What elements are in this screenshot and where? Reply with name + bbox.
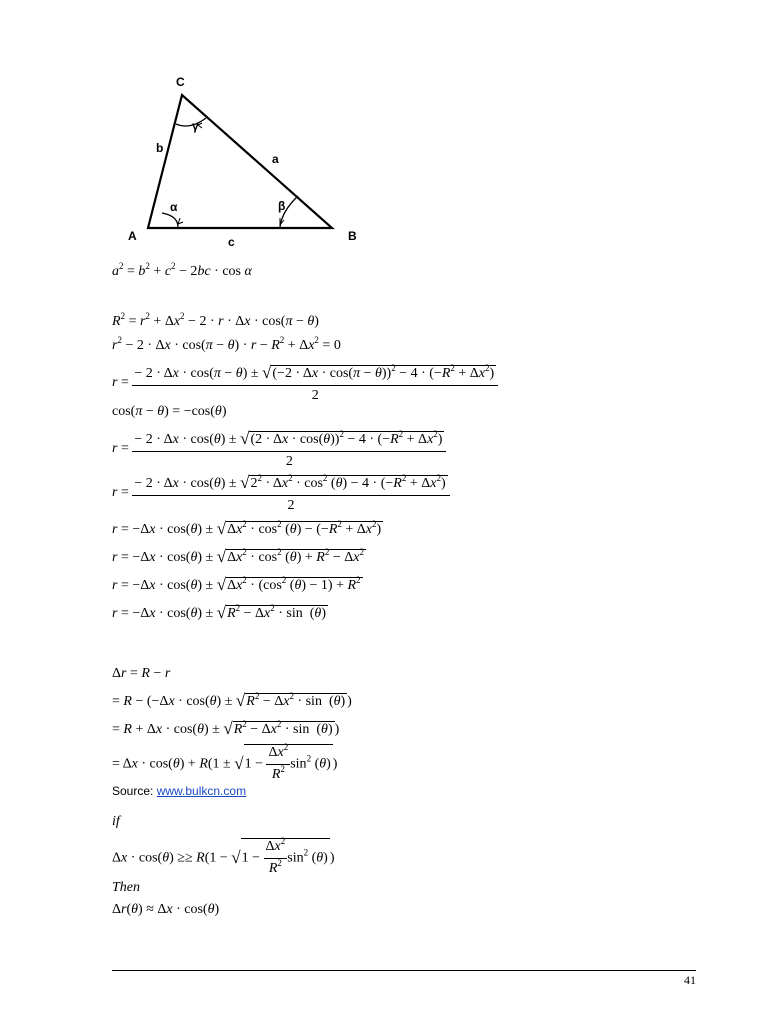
side-b-label: b (156, 141, 164, 155)
gamma-label: γ (192, 119, 199, 133)
if-label: if (112, 814, 120, 829)
eq-5: r = $\frac{- 2 \cdot \Delta x \cdot \cos(\theta) \pm √(2 \cdot \Delta x \cdot \cos(\theta))^2 - 4 \cdot (-R^2 + \Delta x^2)}{2}$ (112, 428, 446, 470)
eq-8: $r = -\Delta x \cdot \cos(\theta) \pm √\Delta x^2 \cdot \cos^2 (\theta) + R^2 - \Delta x^2$ (112, 547, 364, 566)
source-link[interactable]: www.bulkcn.com (156, 784, 247, 798)
eq-10: $r = -\Delta x \cdot \cos(\theta) \pm √R^2 - \Delta x^2 \cdot \sin (\theta)$ (112, 603, 326, 622)
eq-16: Δr(θ) ≈ Δx · cos(θ) (112, 902, 220, 917)
alpha-pointer (178, 218, 183, 224)
then-label: Then (112, 880, 140, 895)
source-line (112, 784, 246, 798)
eq-4: cos(π − θ) = −cos(θ) (112, 404, 227, 419)
eq-1: $R^2 = r^2 + \Delta x^2 - 2 \cdot r \cdot \Delta x \cdot \cos(\pi - \theta)$ (112, 311, 319, 329)
eq-7: $r = -\Delta x \cdot \cos(\theta) \pm √\Delta x^2 \cdot \cos^2 (\theta) - (-R^2 + \Delta x^2)$ (112, 519, 382, 538)
law-of-cosines: $a^2 = b^2 + c^2 - 2bc \cdot \cos \alpha$ (112, 261, 252, 279)
side-c-label: c (228, 235, 235, 249)
eq-13: = $R + \Delta x \cdot \cos(\theta) \pm √R^2 - \Delta x^2 \cdot \sin (\theta)$ ) (112, 719, 340, 738)
side-a-label: a (272, 152, 279, 166)
alpha-label: α (170, 200, 178, 214)
eq-11: Δr = R − r (112, 666, 171, 681)
source-label: Source: (112, 784, 154, 798)
eq-2: $r^2 - 2 \cdot \Delta x \cdot \cos(\pi - \theta) \cdot r - R^2 + \Delta x^2 = 0$ (112, 335, 341, 353)
eq-6: r = $\frac{- 2 \cdot \Delta x \cdot \cos(\theta) \pm √2^2 \cdot \Delta x^2 \cdot \cos^2 (\theta) - 4 \cdot (-R^2 + \Delta x^2)}{2}$ (112, 472, 450, 514)
triangle-figure (120, 68, 380, 253)
eq-15: Δx · cos(θ) ≥≥ R(1 − √1 − $\frac{\Delta x^2}{R^2}$ $\sin^2 (\theta)$ ) (112, 836, 335, 876)
vertex-c-label: C (176, 75, 185, 89)
eq-9: $r = -\Delta x \cdot \cos(\theta) \pm √\Delta x^2 \cdot (\cos^2$ $(\theta) - 1) + R^2$ (112, 575, 361, 594)
eq-3: r = − $2 \cdot \Delta x \cdot \cos(\pi - \theta) \pm √(-2 \cdot \Delta x \cdot \cos(\pi - \theta))^2 - 4 \cdot (-R^2 + \Delta x^2)$ 2 (112, 362, 498, 404)
eq-12: = $R - (-\Delta x \cdot \cos(\theta) \pm √R^2 - \Delta x^2 \cdot \sin (\theta)$ ) (112, 691, 352, 710)
gamma-arc (176, 118, 206, 126)
alpha-arc (162, 213, 178, 227)
vertex-a-label: A (128, 229, 137, 243)
footer-rule (112, 970, 696, 971)
page-number: 41 (684, 973, 696, 987)
eq-14: = Δx · cos(θ) + R(1 ± √1 − $\frac{\Delta x^2}{R^2}$ $\sin^2 (\theta)$ ) (112, 742, 338, 782)
vertex-b-label: B (348, 229, 357, 243)
beta-label: β (278, 199, 286, 213)
